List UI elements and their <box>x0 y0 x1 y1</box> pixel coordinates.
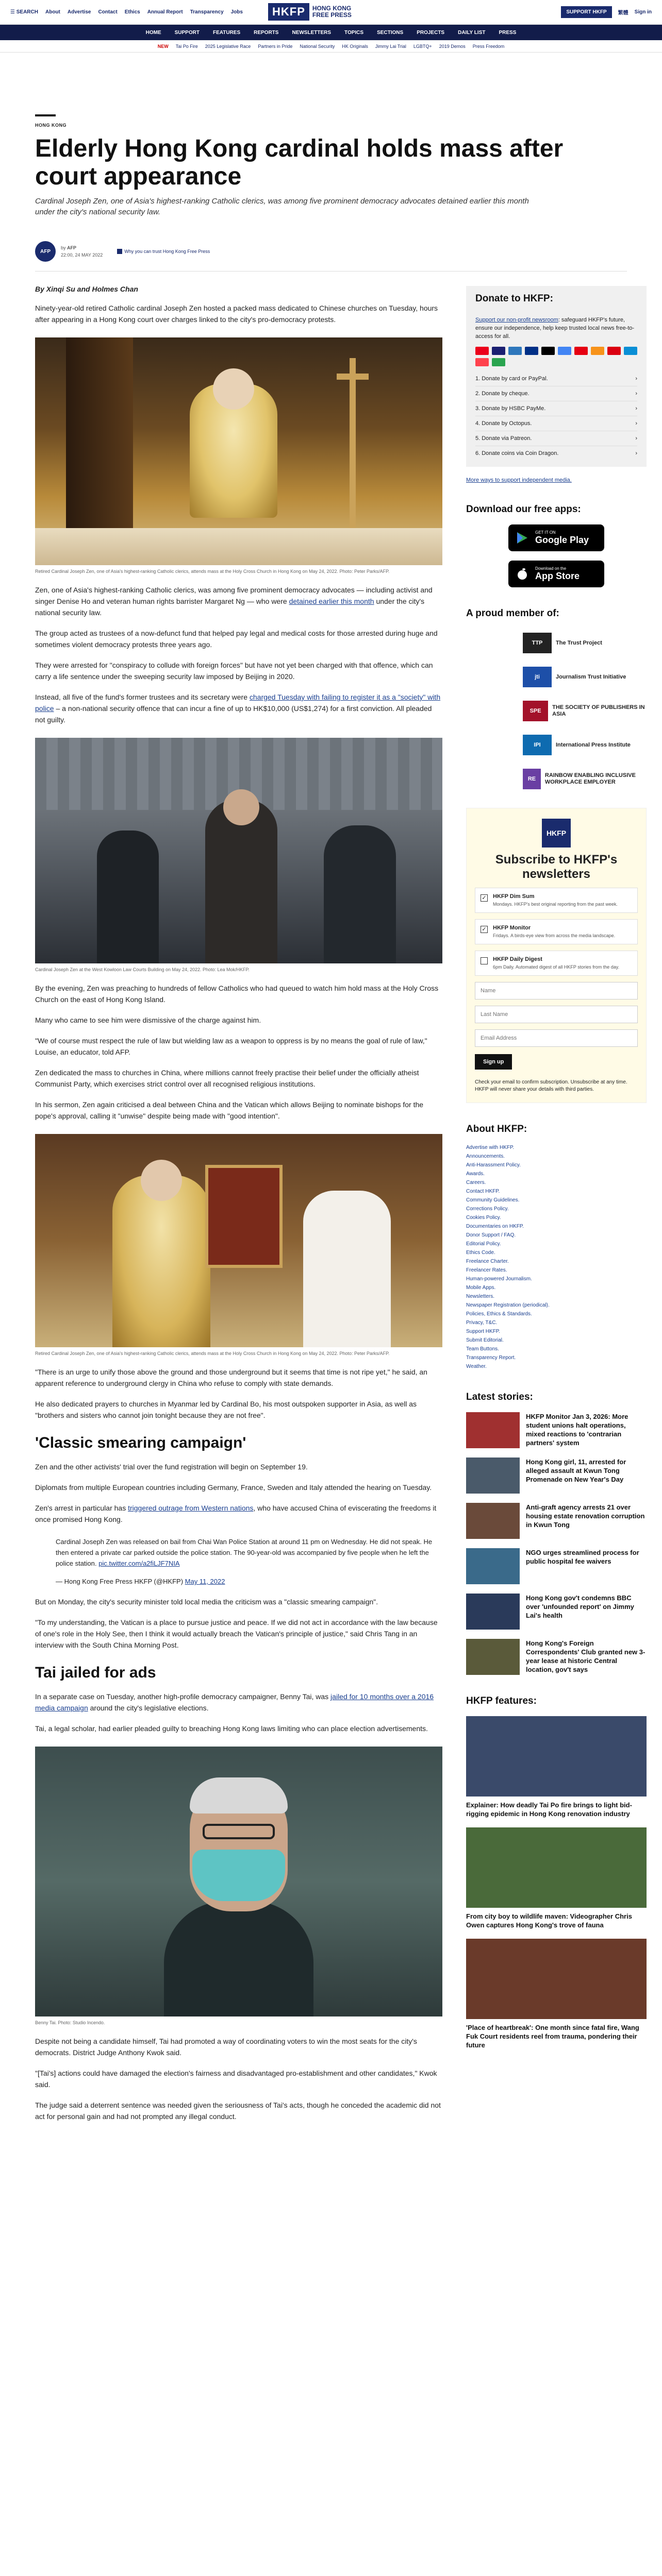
paragraph: Diplomats from multiple European countries including Germany, France, Sweden and Italy attended the hearing on Tuesday. <box>35 1483 432 1492</box>
chevron-right-icon: › <box>635 391 637 397</box>
subnav-item[interactable]: HK Originals <box>342 43 368 49</box>
photo-caption: Retired Cardinal Joseph Zen, one of Asia's highest-ranking Catholic clerics, attends mass at the Holy Cross Church in Hong Kong on May 24, 2022. Photo: Peter Parks/AFP. <box>35 569 390 574</box>
email-field[interactable] <box>475 1029 638 1047</box>
search-link[interactable]: ☰ SEARCH <box>10 9 38 15</box>
payme-icon <box>607 347 621 355</box>
top-link[interactable]: Ethics <box>124 9 140 15</box>
checkbox[interactable]: ✓ <box>481 926 488 933</box>
donate-option[interactable]: 3. Donate by HSBC PayMe. › <box>475 401 637 416</box>
app-store-button[interactable]: Download on the App Store <box>508 561 604 587</box>
photo-figure <box>205 1165 283 1268</box>
google-pay-icon <box>558 347 571 355</box>
figure <box>35 738 442 973</box>
more-ways <box>466 477 647 483</box>
nav-item[interactable]: REPORTS <box>254 29 279 36</box>
about-link[interactable]: Support HKFP. <box>466 1329 500 1334</box>
paragraph: They were arrested for "conspiracy to collude with foreign forces" but have not yet been charged with that offence, which can carry a life sentence under the sweeping security law imposed by Beijing in 2020. <box>35 661 433 681</box>
about-title: About HKFP: <box>466 1124 527 1134</box>
jti-icon: jti <box>523 667 552 687</box>
apple-icon <box>516 567 529 581</box>
chevron-right-icon: › <box>635 405 637 412</box>
feature-story[interactable] <box>466 1827 647 1929</box>
top-link[interactable]: Contact <box>98 9 118 15</box>
top-link[interactable]: Advertise <box>67 9 91 15</box>
feature-title[interactable]: From city boy to wildlife maven: Videographer Chris Owen captures Hong Kong's trove of fauna <box>466 1912 632 1929</box>
latest-story[interactable] <box>466 1503 647 1539</box>
paragraph: "[Tai's] actions could have damaged the election's fairness and disadvantaged pro-establishment and other candidates," Kwok said. <box>35 2069 437 2089</box>
nav-item[interactable]: TOPICS <box>344 29 364 36</box>
paragraph: "To my understanding, the Vatican is a place to pursue justice and peace. If we did not act in accordance with the law because of one's role in the Holy See, then I think it would actually breach the Vatican's principle of justice," said Chris Tang in an interview with the South China Morning Post. <box>35 1618 438 1649</box>
paragraph: But on Monday, the city's security minister told local media the criticism was a "classic smearing campaign". <box>35 1598 378 1606</box>
figure <box>35 337 442 575</box>
about-link[interactable]: Privacy, T&C. <box>466 1320 498 1326</box>
paragraph: Zen, one of Asia's highest-ranking Catholic clerics, was among five prominent democracy advocates — including activist and singer Denise Ho and veteran human rights barrister Margaret Ng — who were detained earlier this month under the city's national security law. <box>35 586 433 617</box>
photo-figure <box>203 1824 275 1839</box>
member-logo[interactable]: jti Journalism Trust Initiative <box>523 667 647 687</box>
paragraph: The judge said a deterrent sentence was needed given the seriousness of Tai's acts, though he conceded the academic did not act for personal gain and had not prompted any illegal conduct. <box>35 2101 441 2121</box>
inline-link[interactable]: triggered outrage from Western nations <box>128 1504 254 1512</box>
latest-story[interactable] <box>466 1458 647 1494</box>
feature-image[interactable] <box>466 1716 647 1797</box>
authors-line: By Xinqi Su and Holmes Chan <box>35 285 138 293</box>
subnav-item[interactable]: 2025 Legislative Race <box>205 43 251 49</box>
tweet-date-link[interactable]: May 11, 2022 <box>185 1578 225 1585</box>
last-name-field[interactable] <box>475 1006 638 1023</box>
visa-icon <box>492 347 505 355</box>
subnav-item[interactable]: Tai Po Fire <box>175 43 198 49</box>
story-title[interactable]: Hong Kong girl, 11, arrested for alleged assault at Kwun Tong Promenade on New Year's Day <box>526 1458 626 1483</box>
language-link[interactable]: 繁體 <box>618 10 628 16</box>
story-thumbnail[interactable] <box>466 1503 520 1539</box>
main-nav <box>0 25 662 40</box>
latest-title: Latest stories: <box>466 1392 533 1402</box>
story-thumbnail[interactable] <box>466 1458 520 1494</box>
nav-item[interactable]: FEATURES <box>212 29 241 36</box>
divider <box>35 271 627 272</box>
inline-link[interactable]: jailed for 10 months over a 2016 media campaign <box>35 1692 434 1712</box>
donate-link[interactable]: Support our non-profit newsroom <box>475 317 558 323</box>
newsletter-box <box>466 808 647 1103</box>
about-link[interactable]: Mobile Apps. <box>466 1285 496 1291</box>
about-link[interactable]: Weather. <box>466 1364 487 1369</box>
photo-figure <box>350 358 356 554</box>
article-title: Elderly Hong Kong cardinal holds mass after court appearance <box>35 135 564 190</box>
top-right <box>561 6 652 18</box>
jcb-icon <box>591 347 604 355</box>
author-name[interactable]: AFP <box>67 245 77 250</box>
latest-list <box>466 1412 647 1675</box>
new-label: NEW <box>157 43 169 49</box>
photo-figure <box>164 1901 313 2016</box>
paragraph: Tai, a legal scholar, had earlier pleaded guilty to breaching Hong Kong laws limiting who can place election advertisements. <box>35 1724 428 1733</box>
nav-item[interactable]: HOME <box>145 29 161 36</box>
about-link[interactable]: Careers. <box>466 1180 486 1185</box>
paragraph: By the evening, Zen was preaching to hundreds of fellow Catholics who had queued to watch him hold mass at the Holy Cross Church on the east of Hong Kong Island. <box>35 984 439 1004</box>
nav-item[interactable]: DAILY LIST <box>458 29 486 36</box>
donate-option[interactable]: 1. Donate by card or PayPal. › <box>475 371 637 386</box>
nav-item[interactable]: NEWSLETTERS <box>292 29 332 36</box>
about-link[interactable]: Newsletters. <box>466 1294 495 1299</box>
top-left <box>10 9 243 15</box>
about-link[interactable]: Human-powered Journalism. <box>466 1276 532 1282</box>
tweet-source: — Hong Kong Free Press HKFP (@HKFP) May 11, 2022 <box>56 1578 225 1585</box>
member-title: A proud member of: <box>466 608 559 619</box>
paragraph: Many who came to see him were dismissive of the charge against him. <box>35 1016 261 1024</box>
member-logo[interactable]: IPI International Press Institute <box>523 735 647 755</box>
about-link[interactable]: Transparency Report. <box>466 1355 516 1361</box>
donate-box <box>466 286 647 467</box>
photo-figure <box>223 789 259 825</box>
latest-story[interactable] <box>466 1412 647 1448</box>
feature-image[interactable] <box>466 1939 647 2019</box>
features-title: HKFP features: <box>466 1696 537 1706</box>
about-link[interactable]: Ethics Code. <box>466 1250 495 1256</box>
story-title[interactable]: NGO urges streamlined process for public hospital fee waivers <box>526 1549 639 1565</box>
google-play-icon <box>516 531 529 545</box>
site-logo[interactable] <box>268 3 352 21</box>
feature-title[interactable]: Explainer: How deadly Tai Po fire brings to light bid-rigging epidemic in Hong Kong renovation industry <box>466 1801 632 1818</box>
about-link[interactable]: Anti-Harassment Policy. <box>466 1162 521 1168</box>
story-thumbnail[interactable] <box>466 1548 520 1584</box>
chevron-right-icon: › <box>635 435 637 442</box>
latest-story[interactable] <box>466 1594 647 1630</box>
feature-image[interactable] <box>466 1827 647 1908</box>
feature-story[interactable] <box>466 1716 647 1818</box>
subnav-item[interactable]: National Security <box>300 43 335 49</box>
feature-title[interactable]: 'Place of heartbreak': One month since fatal fire, Wang Fuk Court residents reel from trauma, pondering their future <box>466 2024 639 2049</box>
more-ways-link[interactable]: More ways to support independent media. <box>466 477 572 483</box>
logo-text: HONG KONG FREE PRESS <box>312 5 352 19</box>
sopa-icon: SPE <box>523 701 548 721</box>
about-link[interactable]: Freelancer Rates. <box>466 1267 507 1273</box>
donate-option[interactable]: 4. Donate by Octopus. › <box>475 416 637 431</box>
newsletter-logo: HKFP <box>542 819 571 848</box>
paragraph: Zen's arrest in particular has triggered outrage from Western nations, who have accused China of eviscerating the freedoms it once promised Hong Kong. <box>35 1504 437 1523</box>
paragraph: Zen and the other activists' trial over the fund registration will begin on September 19. <box>35 1463 308 1471</box>
photo-figure <box>190 1777 288 1814</box>
about-link[interactable]: Freelance Charter. <box>466 1259 509 1264</box>
sidebar <box>466 283 647 2122</box>
tweet-link[interactable]: pic.twitter.com/a2fiLJF7NIA <box>98 1560 180 1567</box>
chevron-right-icon: › <box>635 420 637 427</box>
feature-story[interactable] <box>466 1939 647 2049</box>
figure <box>35 1134 442 1357</box>
subnav-item[interactable]: LGBTQ+ <box>413 43 432 49</box>
photo-figure <box>141 1160 182 1201</box>
photo-caption: Cardinal Joseph Zen at the West Kowloon Law Courts Building on May 24, 2022. Photo: Lea Mok/HKFP. <box>35 967 250 972</box>
paragraph: Instead, all five of the fund's former trustees and its secretary were charged Tuesday with failing to register it as a "society" with police – a non-national security offence that can incur a fine of up to HK$10,000 (US$1,274) for a first conviction. All pleaded not guilty. <box>35 693 441 724</box>
about-link[interactable]: Cookies Policy. <box>466 1215 501 1221</box>
author-avatar[interactable]: AFP <box>35 241 56 262</box>
story-title[interactable]: Hong Kong gov't condemns BBC over 'unfounded report' on Jimmy Lai's health <box>526 1594 634 1619</box>
nav-item[interactable]: PROJECTS <box>417 29 445 36</box>
chevron-right-icon: › <box>635 450 637 456</box>
paragraph: Ninety-year-old retired Catholic cardinal Joseph Zen hosted a packed mass dedicated to Chinese churches on Tuesday, hours after appearing in a Hong Kong court over charges linked to the city's pro-democracy protests. <box>35 304 438 324</box>
google-play-button[interactable]: GET IT ON Google Play <box>508 524 604 551</box>
newsletter-option[interactable]: HKFP Daily Digest 6pm Daily. Automated digest of all HKFP stories from the day. <box>475 951 638 976</box>
about-link[interactable]: Community Guidelines. <box>466 1197 520 1203</box>
about-list <box>466 1143 647 1371</box>
donate-option[interactable]: 2. Donate by cheque. › <box>475 386 637 401</box>
article-dek: Cardinal Joseph Zen, one of Asia's highest-ranking Catholic clerics, was among five prominent democracy advocates detained earlier this month under the city's national security law. <box>35 197 529 216</box>
top-link[interactable]: Transparency <box>190 9 224 15</box>
member-logo[interactable]: TTP The Trust Project <box>523 633 647 653</box>
article-body <box>35 283 442 2122</box>
court-photo[interactable] <box>35 738 442 963</box>
inline-link[interactable]: detained earlier this month <box>289 597 374 605</box>
latest-story[interactable] <box>466 1548 647 1584</box>
newsletter-option[interactable]: ✓ HKFP Monitor Fridays. A birds-eye view from across the media landscape. <box>475 919 638 944</box>
photo-caption: Retired Cardinal Joseph Zen, one of Asia's highest-ranking Catholic clerics, attends mass at the Holy Cross Church in Hong Kong on May 24, 2022. Photo: Peter Parks/AFP. <box>35 1351 390 1356</box>
photo-figure <box>192 1850 285 1901</box>
signup-button[interactable]: Sign up <box>475 1054 512 1070</box>
embedded-tweet <box>56 1536 442 1587</box>
shield-icon <box>117 249 122 254</box>
photo-figure <box>213 368 254 410</box>
subnav-item[interactable]: Partners in Pride <box>258 43 293 49</box>
logo-mark: HKFP <box>268 3 309 21</box>
photo-figure <box>97 831 159 963</box>
member-logo[interactable]: RE RAINBOW ENABLING INCLUSIVE WORKPLACE EMPLOYER <box>523 769 647 789</box>
subnav-item[interactable]: Press Freedom <box>472 43 505 49</box>
nav-item[interactable]: SECTIONS <box>377 29 404 36</box>
rainbow-icon: RE <box>523 769 541 789</box>
photo-figure <box>324 825 396 963</box>
photo-figure <box>112 1175 210 1347</box>
newsletter-fine-print: Check your email to confirm subscription. Unsubscribe at any time. HKFP will never share your details with third parties. <box>475 1079 627 1092</box>
nav-item[interactable]: PRESS <box>499 29 517 36</box>
story-thumbnail[interactable] <box>466 1639 520 1675</box>
paypal-icon <box>525 347 538 355</box>
cardinal-portrait-photo[interactable] <box>35 1134 442 1347</box>
member-list <box>466 633 647 789</box>
coin-icon <box>492 358 505 366</box>
checkbox[interactable] <box>481 957 488 964</box>
name-field[interactable] <box>475 982 638 999</box>
photo-figure <box>35 528 442 565</box>
checkbox[interactable]: ✓ <box>481 894 488 902</box>
about-link[interactable]: Announcements. <box>466 1154 505 1159</box>
chevron-right-icon: › <box>635 376 637 382</box>
patreon-icon <box>475 358 489 366</box>
latest-story[interactable] <box>466 1639 647 1675</box>
about-link[interactable]: Donor Support / FAQ. <box>466 1232 516 1238</box>
top-link[interactable]: About <box>45 9 60 15</box>
payment-icons <box>475 347 637 366</box>
story-title[interactable]: HKFP Monitor Jan 3, 2026: More student unions halt operations, mixed reactions to 'contrarian partners' system <box>526 1413 628 1447</box>
subnav-item[interactable]: 2019 Demos <box>439 43 466 49</box>
paragraph: "There is an urge to unify those above the ground and those underground but it seems that time is not ripe yet," he said, an apparent reference to underground clergy in China who refuse to comply with state demands. <box>35 1368 427 1387</box>
top-bar <box>0 0 662 25</box>
paragraph: "We of course must respect the rule of law but wielding law as a weapon to oppress is by no means the goal of rule of law," Louise, an educator, told AFP. <box>35 1037 427 1056</box>
sub-nav <box>0 40 662 53</box>
unionpay-icon <box>574 347 588 355</box>
search-icon: ☰ <box>10 9 16 15</box>
member-logo[interactable]: SPE THE SOCIETY OF PUBLISHERS IN ASIA <box>523 701 647 721</box>
byline <box>35 241 627 262</box>
figure <box>35 1747 442 2026</box>
donate-options <box>475 371 637 461</box>
paragraph: The group acted as trustees of a now-defunct fund that helped pay legal and medical costs for those arrested during huge and sometimes violent democracy protests three years ago. <box>35 629 438 649</box>
about-link[interactable]: Team Buttons. <box>466 1346 499 1352</box>
byline-meta: by AFP 22:00, 24 MAY 2022 <box>61 245 103 258</box>
subnav-item[interactable]: Jimmy Lai Trial <box>375 43 406 49</box>
about-link[interactable]: Corrections Policy. <box>466 1206 509 1212</box>
ipi-icon: IPI <box>523 735 552 755</box>
story-title[interactable]: Anti-graft agency arrests 21 over housing estate renovation corruption in Kwun Tong <box>526 1503 645 1529</box>
trust-project-icon: TTP <box>523 633 552 653</box>
top-link[interactable]: Annual Report <box>147 9 183 15</box>
category-label[interactable]: HONG KONG <box>35 123 67 128</box>
support-button[interactable]: SUPPORT HKFP <box>561 6 611 18</box>
about-link[interactable]: Editorial Policy. <box>466 1241 501 1247</box>
cardinal-mass-photo[interactable] <box>35 337 442 565</box>
header-rule <box>35 114 56 116</box>
photo-caption: Benny Tai. Photo: Studio Incendo. <box>35 2020 105 2025</box>
about-link[interactable]: Documentaries on HKFP. <box>466 1224 524 1229</box>
trust-link[interactable]: Why you can trust Hong Kong Free Press <box>117 249 210 254</box>
newsletter-title: Subscribe to HKFP's newsletters <box>495 853 618 881</box>
story-title[interactable]: Hong Kong's Foreign Correspondents' Club granted new 3-year lease at historic Central location, gov't says <box>526 1639 646 1673</box>
publish-date: 22:00, 24 MAY 2022 <box>61 252 103 258</box>
paragraph: He also dedicated prayers to churches in Myanmar led by Cardinal Bo, his most outspoken supporter in Asia, as well as "brothers and sisters who cannot join tonight because they are not free". <box>35 1400 417 1419</box>
apple-pay-icon <box>541 347 555 355</box>
about-link[interactable]: Awards. <box>466 1171 485 1177</box>
amex-icon <box>508 347 522 355</box>
apps-title: Download our free apps: <box>466 504 581 515</box>
nav-item[interactable]: SUPPORT <box>174 29 200 36</box>
features-list <box>466 1716 647 2049</box>
about-link[interactable]: Advertise with HKFP. <box>466 1145 515 1150</box>
section-heading: 'Classic smearing campaign' <box>35 1434 246 1451</box>
inline-link[interactable]: charged Tuesday with failing to register it as a "society" with police <box>35 693 441 713</box>
octopus-icon <box>624 347 637 355</box>
paragraph: In his sermon, Zen again criticised a deal between China and the Vatican which allows Beijing to nominate bishops for the pope's approval, calling it "unwise" despite being made with "good intention". <box>35 1100 424 1120</box>
section-heading: Tai jailed for ads <box>35 1664 156 1681</box>
about-link[interactable]: Contact HKFP. <box>466 1189 500 1194</box>
photo-figure <box>337 374 369 380</box>
donate-title: Donate to HKFP: <box>475 293 553 304</box>
about-link[interactable]: Newspaper Registration (periodical). <box>466 1302 550 1308</box>
donate-option[interactable]: 6. Donate coins via Coin Dragon. › <box>475 450 637 456</box>
story-thumbnail[interactable] <box>466 1412 520 1448</box>
newsletter-option[interactable]: ✓ HKFP Dim Sum Mondays. HKFP's best original reporting from the past week. <box>475 888 638 913</box>
paragraph: Despite not being a candidate himself, Tai had promoted a way of coordinating voters to win the most seats for the city's democrats. District Judge Anthony Kwok said. <box>35 2037 417 2057</box>
top-link[interactable]: Jobs <box>230 9 243 15</box>
paragraph: Zen dedicated the mass to churches in China, where millions cannot freely practise their belief under the officially atheist Communist Party, which exercises strict control over all recognised religious institutions. <box>35 1069 419 1088</box>
article-header <box>0 114 662 262</box>
benny-tai-photo[interactable] <box>35 1747 442 2016</box>
mastercard-icon <box>475 347 489 355</box>
content <box>0 283 662 2122</box>
donate-intro: Support our non-profit newsroom: safeguard HKFP's future, ensure our independence, help keep trusted local news free-to-access for all. <box>475 317 635 340</box>
about-link[interactable]: Submit Editorial. <box>466 1337 504 1343</box>
donate-option[interactable]: 5. Donate via Patreon. › <box>475 431 637 446</box>
signin-link[interactable]: Sign in <box>634 9 652 15</box>
story-thumbnail[interactable] <box>466 1594 520 1630</box>
photo-figure <box>303 1191 391 1347</box>
paragraph: In a separate case on Tuesday, another high-profile democracy campaigner, Benny Tai, was jailed for 10 months over a 2016 media campaign around the city's legislative elections. <box>35 1692 434 1712</box>
about-link[interactable]: Policies, Ethics & Standards. <box>466 1311 532 1317</box>
tweet-text: Cardinal Joseph Zen was released on bail from Chai Wan Police Station at around 11 pm on Wednesday. He did not speak. He then entered a private car parked outside the police station. The 90-year-old was accompanied by five people when he left the police station. pic.twitter.com/a2fiLJF7NIA <box>56 1538 433 1567</box>
